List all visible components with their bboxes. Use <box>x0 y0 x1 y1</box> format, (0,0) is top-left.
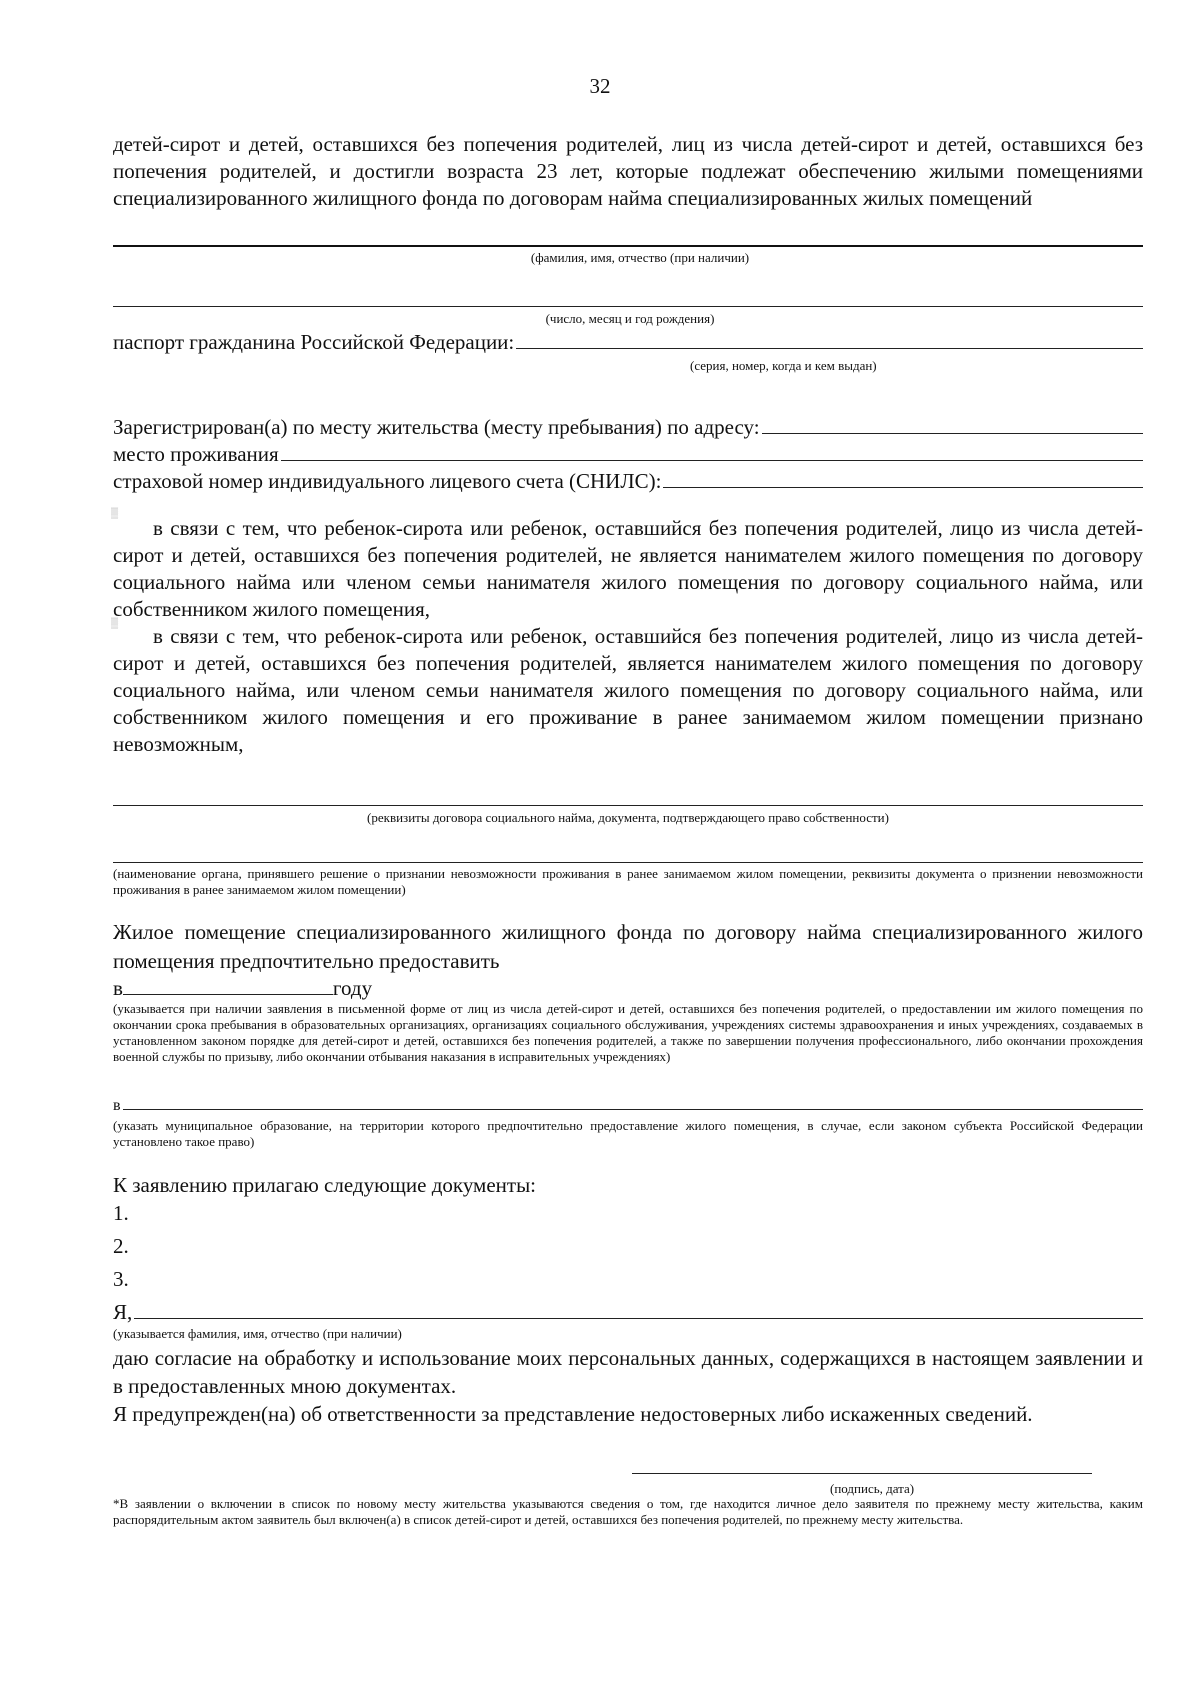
consent-row <box>113 1298 1143 1326</box>
residence-field[interactable] <box>281 440 1143 461</box>
option-1-paragraph: в связи с тем, что ребенок-сирота или ребенок, оставшийся без попечения родителей, лицо из числа детей-сирот и детей, оставшихся без попечения родителей, не является нанимателем жилого помещения по договору социального найма или членом семьи нанимателя жилого помещения по договору социального найма, или собственником жилого помещения, <box>113 516 1143 621</box>
year-row <box>113 974 372 1002</box>
organ-field-line[interactable] <box>113 862 1143 863</box>
contract-field-line[interactable] <box>113 805 1143 806</box>
document-item-1[interactable]: 1. <box>113 1201 129 1225</box>
contract-label: (реквизиты договора социального найма, документа, подтверждающего право собственности) <box>367 810 889 825</box>
passport-row <box>113 328 1143 356</box>
passport-label: паспорт гражданина Российской Федерации: <box>113 330 515 354</box>
passport-field[interactable] <box>516 328 1143 349</box>
documents-heading: К заявлению прилагаю следующие документы: <box>113 1173 537 1197</box>
residence-row <box>113 440 1143 468</box>
preference-paragraph: Жилое помещение специализированного жилищного фонда по договору найма специализированного жилого помещения предпочтительно предоставить <box>113 920 1143 973</box>
signature-field-line[interactable] <box>632 1473 1092 1474</box>
checkbox-mark-2[interactable]: ▒ <box>111 618 119 629</box>
consent-paragraph: даю согласие на обработку и использование моих персональных данных, содержащихся в настоящем заявлении и в предоставленных мною документах. <box>113 1346 1143 1398</box>
fio-label: (фамилия, имя, отчество (при наличии) <box>530 250 750 265</box>
consent-name-field[interactable] <box>134 1298 1143 1319</box>
municipal-row <box>113 1093 1143 1115</box>
birth-label: (число, месяц и год рождения) <box>545 311 715 326</box>
year-suffix: году <box>332 976 373 1000</box>
municipal-note: (указать муниципальное образование, на территории которого предпочтительно предоставление жилого помещения, в случае, если законом субъекта Российской Федерации установлено такое право) <box>113 1118 1143 1149</box>
consent-prefix: Я, <box>113 1300 133 1324</box>
document-item-3[interactable]: 3. <box>113 1267 129 1291</box>
year-note: (указывается при наличии заявления в письменной форме от лиц из числа детей-сирот и детей, оставшихся без попечения родителей, о предоставлении им жилого помещения по окончании срока пребывания в образовательных организациях, организациях социального обслуживания, учреждениях системы здравоохранения и иных учреждениях, создаваемых в установленном законом порядке для детей-сирот и детей, оставшихся без попечения родителей, а также по завершении получения профессионального, либо окончании прохождения военной службы по призыву, либо окончании отбывания наказания в исправительных учреждениях) <box>113 1001 1143 1064</box>
year-field[interactable] <box>123 974 333 995</box>
registered-row <box>113 413 1143 441</box>
registered-field[interactable] <box>762 413 1143 434</box>
document-item-2[interactable]: 2. <box>113 1234 129 1258</box>
intro-paragraph: детей-сирот и детей, оставшихся без попечения родителей, лиц из числа детей-сирот и детей, оставшихся без попечения родителей, и достигли возраста 23 лет, которые подлежат обеспечению жилыми помещениями специализированного жилищного фонда по договорам найма специализированных жилых помещений <box>113 132 1143 210</box>
municipal-prefix: в <box>113 1097 121 1114</box>
fio-field-line[interactable] <box>113 306 1143 307</box>
snils-field[interactable] <box>663 467 1143 488</box>
year-prefix: в <box>113 976 123 1000</box>
signature-label: (подпись, дата) <box>830 1481 915 1496</box>
snils-label: страховой номер индивидуального лицевого счета (СНИЛС): <box>113 469 662 493</box>
warning-paragraph: Я предупрежден(на) об ответственности за представление недостоверных либо искаженных сведений. <box>113 1402 1033 1426</box>
fio-note: (указывается фамилия, имя, отчество (при наличии) <box>113 1326 402 1341</box>
footnote: *В заявлении о включении в список по новому месту жительства указываются сведения о том, где находится личное дело заявителя по прежнему месту жительства, каким распорядительным актом заявитель был включен(а) в список детей-сирот и детей, оставшихся без попечения родителей, по прежнему месту жительства. <box>113 1496 1143 1527</box>
fio-line-top <box>113 245 1143 247</box>
checkbox-mark-1[interactable]: ▒ <box>111 508 119 519</box>
page-number: 32 <box>589 74 611 98</box>
passport-hint: (серия, номер, когда и кем выдан) <box>690 358 877 373</box>
registered-label: Зарегистрирован(а) по месту жительства (месту пребывания) по адресу: <box>113 415 760 439</box>
snils-row <box>113 467 1143 495</box>
municipal-field[interactable] <box>123 1093 1143 1110</box>
residence-label: место проживания <box>113 442 279 466</box>
organ-label: (наименование органа, принявшего решение о признании невозможности проживания в ранее занимаемом жилом помещении, реквизиты документа о признении невозможности проживания в ранее занимаемом жилом помещении) <box>113 866 1143 897</box>
option-2-paragraph: в связи с тем, что ребенок-сирота или ребенок, оставшийся без попечения родителей, лицо из числа детей-сирот и детей, оставшихся без попечения родителей, является нанимателем жилого помещения по договору социального найма, или членом семьи нанимателя жилого помещения по договору социального найма, или собственником жилого помещения и его проживание в ранее занимаемом жилом помещении признано невозможным, <box>113 624 1143 756</box>
